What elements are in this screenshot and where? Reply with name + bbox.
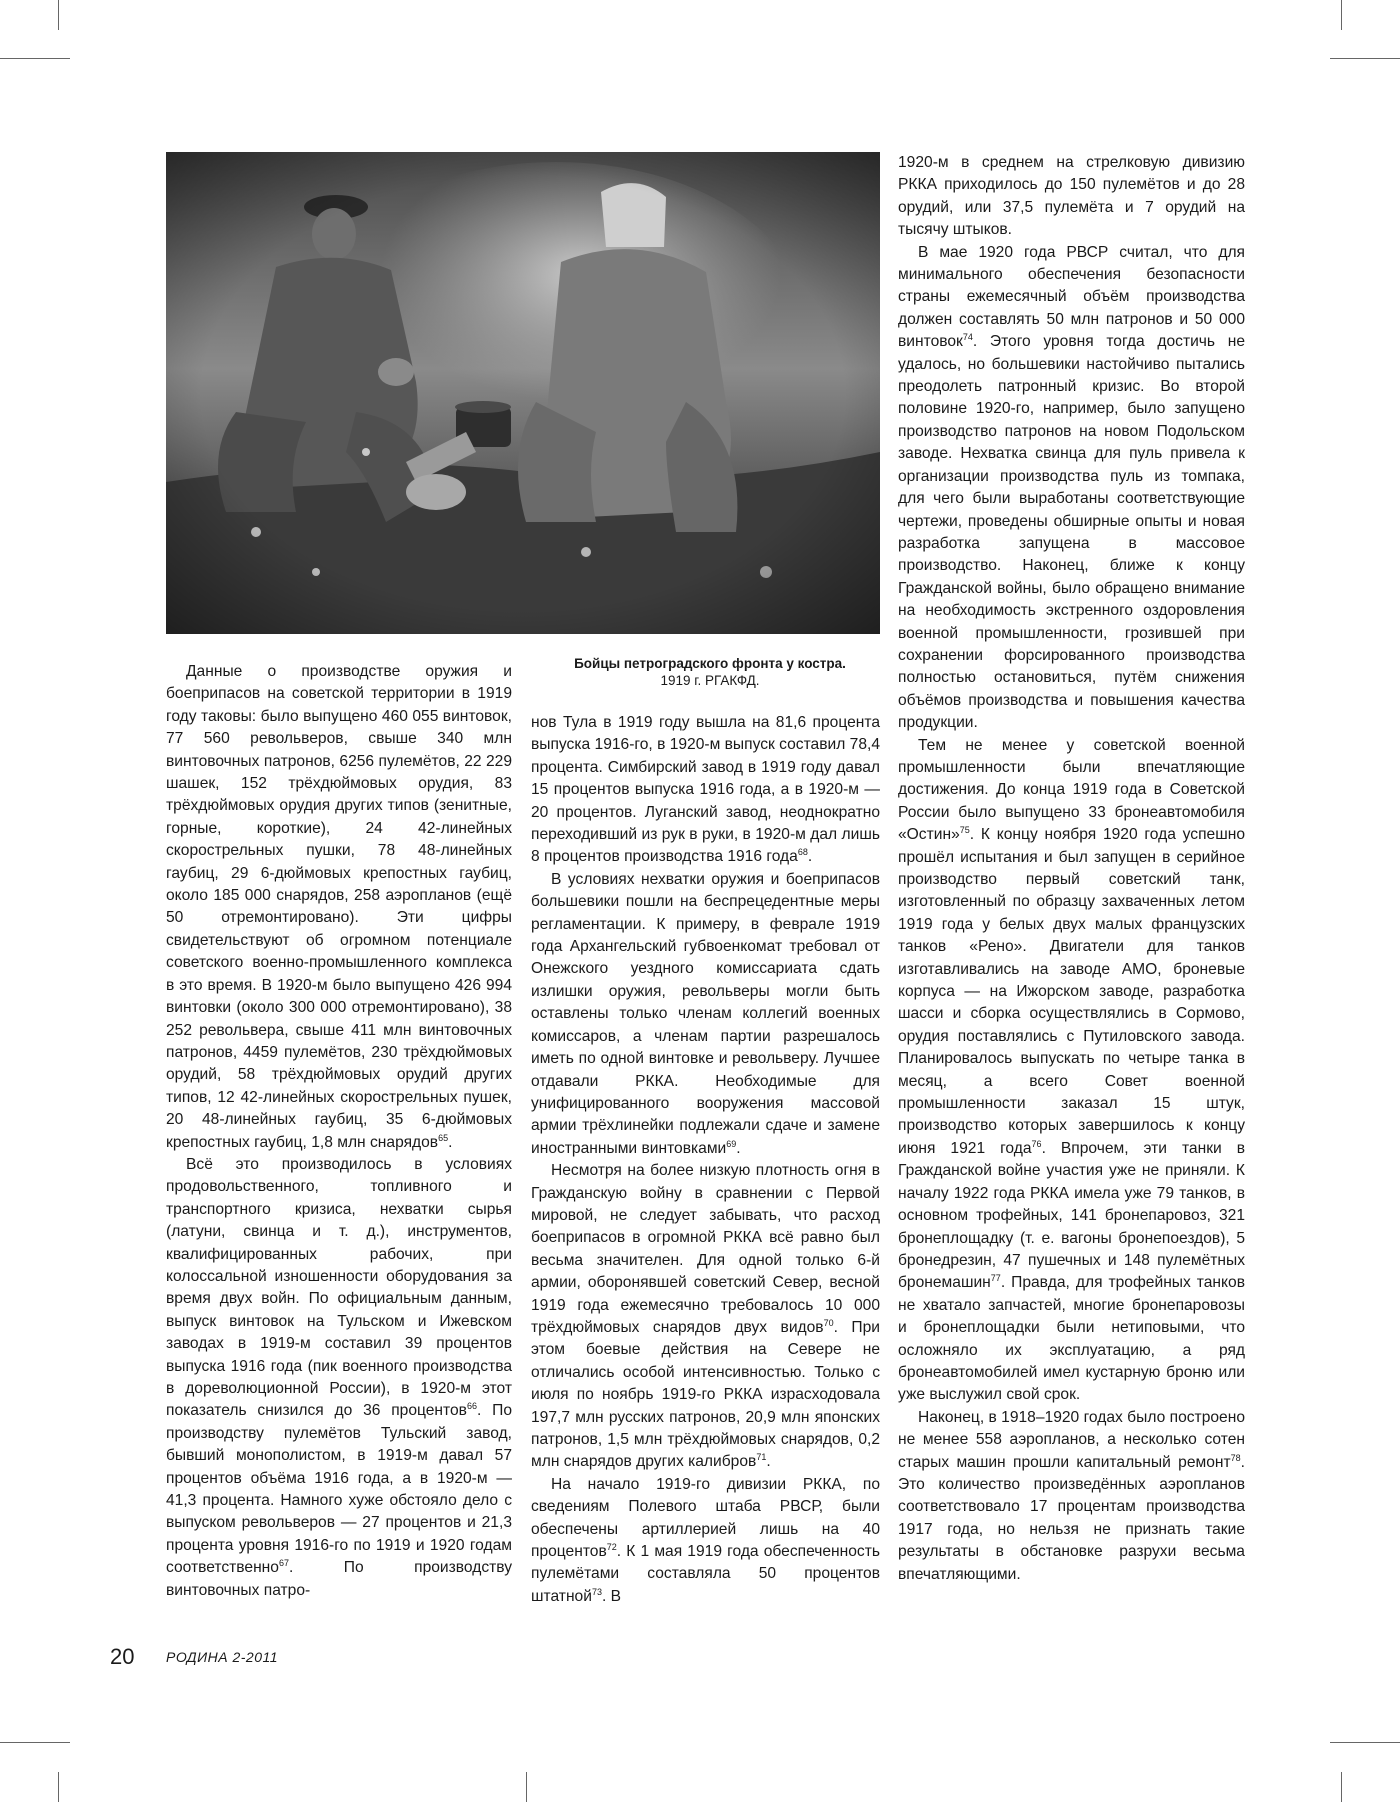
photo-caption: [540, 655, 880, 689]
caption-credit: 1919 г. РГАКФД.: [660, 673, 760, 688]
article-column-1: [166, 661, 512, 1602]
footnote-ref[interactable]: 72: [606, 1541, 617, 1552]
crop-mark: [58, 0, 59, 30]
paragraph: Данные о производстве оружия и боеприпасов на советской территории в 1919 году таковы: было выпущено 460 055 винтовок, 77 560 револьверов, свыше 340 млн винтовочных патронов, 6256 пулемётов, 22 229 шашек, 152 трёхдюймовых орудия, 83 трёхдюймовых орудия других типов (зенитные, горные, короткие), 24 42-линейных скорострельных пушки, 78 48-линейных гаубиц, 29 6-дюймовых крепостных гаубиц, около 185 000 снарядов, 258 аэропланов (ещё 50 отремонтировано). Эти цифры свидетельствуют об огромном потенциале советского военно-промышленного комплекса в это время. В 1920-м было выпущено 426 994 винтовки (около 300 000 отремонтировано), 38 252 револьвера, свыше 411 млн винтовочных патронов, 4459 пулемётов, 230 трёхдюймовых орудий, 58 трёхдюймовых орудий других типов, 12 42-линейных скорострельных пушек, 20 48-линейных гаубиц, 35 6-дюймовых крепостных гаубиц, 1,8 млн снарядов$^{65}$.: [166, 663, 512, 1151]
paragraph: Наконец, в 1918–1920 годах было построено не менее 558 аэропланов, а несколько сотен старых машин прошли капитальный ремонт$^{78}$. Это количество произведённых аэропланов соответствовало 17 процентам производства 1917 года, но нельзя не признать такие результаты в обстановке разрухи весьма впечатляющими.: [898, 1408, 1245, 1583]
paragraph: В мае 1920 года РВСР считал, что для минимального обеспечения безопасности страны ежемесячный объём производства должен составлять 50 млн патронов и 50 000 винтовок$^{74}$. Этого уровня тогда достичь не удалось, но большевики настойчиво пытались преодолеть патронный кризис. Во второй половине 1920-го, например, было запущено производство патронов на новом Подольском заводе. Нехватка свинца для пуль привела к организации производства пуль из томпака, для чего были выработаны соответствующие чертежи, проведены обширные опыты и новая разработка запущена в массовое производство. Наконец, ближе к концу Гражданской войны, было обращено внимание на необходимость экстренного оздоровления военной промышленности, грозившей при сохранении форсированного производства полностью остановиться, путём снижения объёмов производства и повышения качества продукции.: [898, 243, 1245, 732]
footnote-ref[interactable]: 66: [466, 1401, 477, 1412]
footnote-ref[interactable]: 68: [797, 847, 808, 858]
crop-mark: [0, 1742, 70, 1743]
paragraph: нов Тула в 1919 году вышла на 81,6 процента выпуска 1916-го, в 1920-м выпуск составил 78,4 процента. Симбирский завод в 1919 году давал 15 процентов выпуска 1916 года, а в 1920-м — 20 процентов. Луганский завод, неоднократно переходивший из рук в руки, в 1920-м дал лишь 8 процентов производства 1916 года$^{68}$.: [531, 714, 881, 866]
footnote-ref[interactable]: 70: [823, 1317, 834, 1328]
article-column-2: [531, 712, 880, 1608]
paragraph: В условиях нехватки оружия и боеприпасов большевики пошли на беспрецедентные меры регламентации. К примеру, в феврале 1919 года Архангельский губвоенкомат требовал от Онежского уездного комиссариата сдать излишки оружия, револьверы могли быть оставлены только членам коллегий военных комиссаров, а членам партии разрешалось иметь по одной винтовке и револьверу. Лучшее отдавали РККА. Необходимые для унифицированного вооружения массовой армии трёхлинейки подлежали сдаче и замене иностранными винтовками$^{69}$.: [531, 870, 880, 1157]
footnote-ref[interactable]: 67: [278, 1558, 289, 1569]
crop-mark: [58, 1772, 59, 1802]
photo-soldiers-campfire: [166, 152, 880, 634]
article-column-3: [898, 152, 1245, 1586]
caption-title: Бойцы петроградского фронта у костра.: [574, 656, 846, 671]
paragraph: Тем не менее у советской военной промышленности были впечатляющие достижения. До конца 1919 года в Советской России было выпущено 33 бронеавтомобиля «Остин»$^{75}$. К концу ноября 1920 года успешно прошёл испытания и был запущен в серийное производство первый советский танк, изготовленный по образцу захваченных летом 1919 года у белых двух малых французских танков «Рено». Двигатели для танков изготавливались на заводе АМО, броневые корпуса — на Ижорском заводе, разработка шасси и сборка осуществлялись в Сормово, орудия поставлялись с Путиловского завода. Планировалось выпускать по четыре танка в месяц, а всего Совет военной промышленности заказал 15 штук, производство которых завершилось к концу июня 1921 года$^{76}$. Впрочем, эти танки в Гражданской войне участия уже не приняли. К началу 1922 года РККА имела уже 79 танков, в основном трофейных, 141 бронепаровоз, 321 бронеплощадку (т. е. вагоны бронепоездов), 5 бронедрезин, 47 пушечных и 148 пулемётных бронемашин$^{77}$. Правда, для трофейных танков не хватало запчастей, многие бронепаровозы и бронеплощадки были нетиповыми, что осложняло их эксплуатацию, а ряд бронеавтомобилей имел кустарную броню или уже выслужил свой срок.: [898, 736, 1245, 1404]
paragraph: Всё это производилось в условиях продовольственного, топливного и транспортного кризиса, нехватки сырья (латуни, свинца и т. д.), инструментов, квалифицированных рабочих, при колоссальной изношенности оборудования за время двух войн. По официальным данным, выпуск винтовок на Тульском и Ижевском заводах в 1919-м составил 39 процентов выпуска 1916 года (пик военного производства в дореволюционной России), в 1920-м этот показатель снизился до 36 процентов$^{66}$. По производству пулемётов Тульский завод, бывший монополистом, в 1919-м давал 57 процентов объёма 1916 года, а в 1920-м — 41,3 процента. Намного хуже обстояло дело с выпуском револьверов — 27 процентов и 21,3 процента уровня 1916-го по 1919 и 1920 годам соответственно$^{67}$. По производству винтовочных патро-: [166, 1155, 513, 1599]
page-number: 20: [110, 1644, 135, 1669]
footnote-ref[interactable]: 74: [962, 332, 973, 343]
footnote-ref[interactable]: 69: [726, 1138, 737, 1149]
crop-mark: [1341, 0, 1342, 30]
paragraph: 1920-м в среднем на стрелковую дивизию РККА приходилось до 150 пулемётов и до 28 орудий, или 37,5 пулемёта и 7 орудий на тысячу штыков.: [898, 154, 1245, 239]
crop-mark: [1330, 1742, 1400, 1743]
footnote-ref[interactable]: 71: [756, 1452, 767, 1463]
footnote-ref[interactable]: 78: [1230, 1452, 1241, 1463]
magazine-issue: РОДИНА 2-2011: [166, 1649, 279, 1665]
footnote-ref[interactable]: 65: [438, 1132, 449, 1143]
crop-mark: [526, 1772, 527, 1802]
footnote-ref[interactable]: 75: [959, 825, 970, 835]
paragraph: На начало 1919-го дивизии РККА, по сведениям Полевого штаба РВСР, были обеспечены артиллерией лишь на 40 процентов$^{72}$. К 1 мая 1919 года обеспеченность пулемётами составляла 50 процентов штатной$^{73}$. В: [531, 1475, 880, 1605]
paragraph: Несмотря на более низкую плотность огня в Гражданскую войну в сравнении с Первой мировой, не следует забывать, что расход боеприпасов в огромной РККА всё равно был весьма значителен. Для одной только 6-й армии, оборонявшей советский Север, весной 1919 года ежемесячно требовалось 10 000 трёхдюймовых снарядов двух видов$^{70}$. При этом боевые действия на Севере не отличались особой интенсивностью. Только с июля по ноябрь 1919-го РККА израсходовала 197,7 млн русских патронов, 20,9 млн японских патронов, 1,5 млн трёхдюймовых снарядов, 0,2 млн снарядов других калибров$^{71}$.: [531, 1162, 881, 1471]
footnote-ref[interactable]: 73: [591, 1586, 602, 1597]
crop-mark: [0, 58, 70, 59]
crop-mark: [1330, 58, 1400, 59]
footnote-ref[interactable]: 76: [1031, 1138, 1042, 1149]
crop-mark: [1341, 1772, 1342, 1802]
footnote-ref[interactable]: 77: [990, 1273, 1001, 1284]
